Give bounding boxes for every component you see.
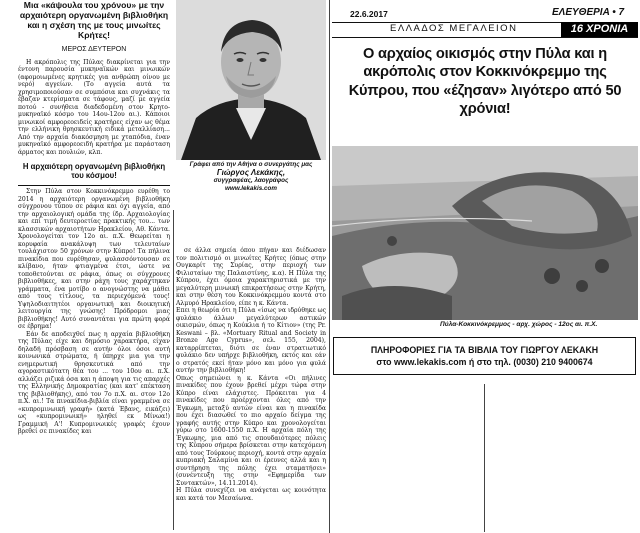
issue-date: 22.6.2017 bbox=[350, 9, 388, 19]
author-name: Γιώργος Λεκάκης, bbox=[216, 168, 286, 177]
part-label: ΜΕΡΟΣ ΔΕΥΤΕΡΟΝ bbox=[61, 46, 127, 53]
column-divider bbox=[484, 384, 485, 532]
paper-name-page: ΕΛΕΥΘΕΡΙΑ • 7 bbox=[552, 7, 625, 18]
author-website: www.lekakis.com bbox=[225, 185, 277, 192]
info-box bbox=[333, 337, 636, 375]
info-contact: στο www.lekakis.com ή στο τηλ. (0030) 210 9400674 bbox=[376, 357, 593, 367]
author-caption bbox=[176, 161, 326, 193]
body-paragraph-2: Εάν δε αποδειχθεί πως η αρχαία βιβλιοθήκη της Πύλας είχε και δημόσιο χαρακτήρα, είχαν δηλαδή πρόσβαση σε αυτήν όλοι όσοι αυτή κοινωνικά στρώματα, ή ύπηρχε μια για την ενημερωτική θρησκευτικά από την αγοραστικότατη θέα του ... του 10ου αι. π.Χ. αλλάζει ριζικά όσα και η άποψη για τις απαρχές της Ελληνικής Δημοκρατίας (και κατ' επέκταση της βιβλιοθήκης), από τον 7ο π.Χ. αι. στον 12ο π.Χ. αι.! Τα πινακίδια-βιβλία είναι γραμμένα σε «κυπρομινωική γραφή» (κατά Έβανς, εικάζει) ως «κυπρομινωική» ηληθεί εκ Μίνωα!) Γραμμική Α'! Κυπρομινωικές γραφές έχουν βρεθεί σε πινακίδες και bbox=[18, 330, 170, 435]
body-paragraph-1: Στην Πύλα στον Κοκκινόκρεμμο ευρέθη το 2014 η αρχαιότερη οργανωμένη βιβλιοθήκη σύγχρονου τύπου σε ράφια και όχι αγγεία, από την αρχαιολογική ομάδα της ίδρ. Αρχαιολογίας και επί τιμή δευτεροετίας πρακτικής του... των κλασσικών αρχαιοτήτων Ηρακλείου, Αθ. Κάντα. Χρονολογείται τον 12ο αι. π.Χ. Θεωρείται η κορυφαία ανακάλυψη των τελευταίων τουλάχιστον 50 χρόνων στην Κύπρο! Τα πήλινα πινακίδια που ευρέθησαν, φυλασσόντουσαν σε κλίβανο, ήταν φτιαγμένα έτσι, ώστε να τοποθετούνται σε ράφια, όπως οι σύγχρονες βιβλιοθήκες, και στην ράχη τους χαράχτηκαν γράμματα, ένα μοτίβο ο ανογνώστης να μάθει από τους τίτλους, τα περιεχόμενά τους! Υψηλοδιαιτητέοι οργανωτική και διοικητική λειτουργία της γνώσης! Πρόδρομοι μιας βιβλιοθήκης! Αυτό συναντάται για πρώτη φορά σε έβρημα! bbox=[18, 188, 170, 330]
caption-line: Γράφει από την Αθήνα ο συνεργάτης μας bbox=[189, 161, 313, 168]
aerial-site-photo bbox=[332, 146, 638, 320]
photo-caption: Πύλα-Κοκκινόκρεμμος - αρχ. χώρος - 12ος αι. π.Χ. bbox=[440, 321, 598, 328]
intro-paragraph: Η ακρόπολις της Πύλας διακρίνεται για την έντονη παρουσία μυκηναϊκών και μινωικών (αφομοιωμένες κρητικές για ανθρώπη οίνου με νερό) αγγείων. (Το αγγεία αυτά τα χρησιμοποιούσαν σε συμπόσια και συχνάκις τα έβαζαν κτερίσματα σε τάφους, μαζί με αγγεία ποτού - συνήθεια διαδεδομένη στον Κρητο-μυκηναϊκό κόσμο του 14ου-12ου αι.). Κάποιοι μινωικοί αμφορεοειδείς κρατήρες είχαν ως θέμα την ελλήνικη θρησκευτική ειδικά μεταλλίαση... Από την αρχαία διακόσμηση με χταπόδια, έναν μυκηναϊκό αμφορεοειδή κρατήρα με παράσταση άρματος και πουλιών, κλπ. bbox=[18, 58, 170, 156]
column-divider bbox=[329, 0, 330, 533]
divider bbox=[18, 185, 170, 186]
author-title: συγγραφέας, λαογράφος bbox=[213, 177, 289, 184]
column-divider bbox=[173, 210, 174, 530]
article-top-title: Μια «κάψουλα του χρόνου» με την αρχαιότερη οργανωμένη βιβλιοθήκη και η σχέση της με τους μινωίτες Κρήτες! bbox=[19, 0, 169, 40]
info-line: ΠΛΗΡΟΦΟΡΙΕΣ ΓΙΑ ΤΑ ΒΙΒΛΙΑ ΤΟΥ ΓΙΩΡΓΟΥ ΛΕΚΑΚΗ bbox=[370, 345, 599, 355]
anniversary-badge: 16 ΧΡΟΝΙΑ bbox=[561, 22, 638, 37]
left-article-column bbox=[18, 0, 170, 436]
author-photo bbox=[176, 0, 326, 160]
section-name: ΕΛΛΑΔΟΣ ΜΕΓΑΛΕΙΟΝ bbox=[390, 23, 518, 34]
middle-article-column bbox=[176, 247, 326, 502]
main-headline: Ο αρχαίος οικισμός στην Πύλα και η ακρόπολις στον Κοκκινόκρεμμο της Κύπρου, που «έζησαν» λιγότερο από 50 χρόνια! bbox=[348, 46, 622, 118]
middle-body: σε άλλα σημεία όπου πήγαν και διέδωσαν τον πολιτισμό οι μινωίτες Κρήτες (όπως στην Ουγκαρίτ της Συρίας, στην περιοχή των Φιλισταίων της Παλαιστίνης, κ.α). Η Πύλα της Κύπρου, έχει όμοια χαρακτηριστικά με την μεγαλύτερη μινωική επικρατήσεως στην Κρήτη, και στην θέση του Κοκκινόκρεμμου κοντά στο Αλμυρό Ηρακλείου, είπε η κ. Κάντα. Επει η θεωρία ότι η Πύλα «ίσως να ιδρύθηκε ως φυλάκιο άλλων μεγαλύτερων αστικών οικισμών, όπως η Κούκλια ή το Κίτιον» (της Pr. Keswani – βλ. «Mortuary Ritual and Society in Bronze Age Cyprus», σελ. 155, 2004), καταρρίπτεται, διότι σε έναν στρατιωτικό φυλάκιο δεν υπήρχε βιβλιοθήκη, εκτός και εάν ο στρατός εκεί ήταν μόνο και μόνο για φυλά αυτήν την βιβλιοθήκη! Οπως σημειώνει η κ. Κάντα «Οι πήλινες πινακίδες που έχουν βρεθεί μέχρι τώρα στην Κύπρο είναι ελάχιστες. Πρόκειται για 4 πινακίδες που προέρχονται όλες από την Έγκωμη, μεταξύ αυτών είναι και η πινακίδα που έχει διασωθεί το πιο αρχαίο δείγμα της γραφής αυτής στην Κύπρο και χρονολογείται γύρω στο 1600-1550 π.Χ. Η αρχαία πόλη της Έγκωμης, μια από τις σπουδαιότερες πόλεις της Κύπρου σήμερα βρίσκεται στην κατεχόμενη από τους Τούρκους περιοχή, κοντά στην αρχαία κυπριακή Σαλαμίνα και οι έρευνες αλλά και η συντήρηση της πόλης έχει σταματήσει» (συνέντευξη της στην «Εφημερίδα των Συντακτών», 14.11.2014). Η Πύλα συνεχίζει να ανάγεται ως κοινότητα και κατά τον Μεσαίωνα. bbox=[176, 247, 326, 502]
section-subtitle: Η αρχαιότερη οργανωμένη βιβλιοθήκη του κόσμου! bbox=[22, 162, 166, 180]
